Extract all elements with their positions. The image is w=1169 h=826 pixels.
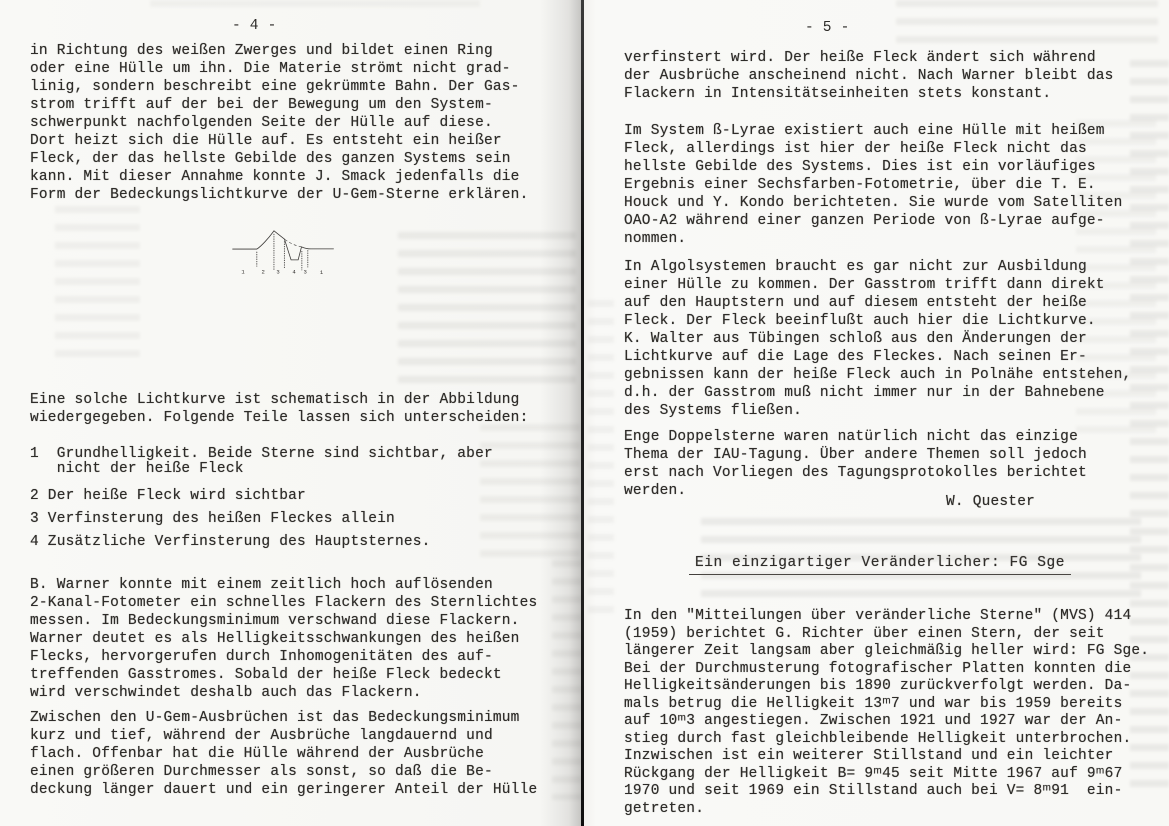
text-line: Fleck. Der Fleck beeinflußt auch hier die Lichtkurve. — [624, 313, 1096, 329]
page5-paragraph-5 — [624, 608, 1149, 818]
text-line: In Algolsystemen braucht es gar nicht zur Ausbildung — [624, 259, 1087, 275]
text-line: schwerpunkt nachfolgenden Seite der Hülle auf diese. — [30, 115, 493, 131]
text-line: 3 Verfinsterung des heißen Fleckes allein — [30, 511, 395, 527]
text-line: 2 Der heiße Fleck wird sichtbar — [30, 488, 306, 504]
text-line: einer Hülle zu kommen. Der Gasstrom trifft dann direkt — [624, 277, 1105, 293]
text-line: wird verschwindet deshalb auch das Flackern. — [30, 685, 422, 701]
text-line: B. Warner konnte mit einem zeitlich hoch auflösenden — [30, 577, 493, 593]
bleed-through-artifact — [588, 300, 614, 620]
text-line: nommen. — [624, 231, 687, 247]
text-line: strom trifft auf der bei der Bewegung um den System- — [30, 97, 493, 113]
phase-label: 4 — [292, 268, 296, 276]
text-line: mals betrug die Helligkeit 13ᵐ7 und war bis 1959 bereits — [624, 695, 1123, 712]
text-line: Im System ß-Lyrae existiert auch eine Hülle mit heißem — [624, 123, 1105, 139]
phase-label: 3 — [303, 268, 307, 276]
text-line: In den "Mitteilungen über veränderliche Sterne" (MVS) 414 — [624, 608, 1132, 624]
lightcurve-tail — [301, 247, 333, 249]
text-line: linig, sondern beschreibt eine gekrümmte Bahn. Der Gas- — [30, 79, 520, 95]
lightcurve-fall — [274, 231, 284, 239]
text-line: deckung länger dauert und ein geringerer Anteil der Hülle — [30, 782, 538, 798]
phase-label: 1 — [241, 268, 245, 276]
bleed-through-artifact — [150, 0, 480, 14]
gutter-shadow — [540, 0, 581, 826]
lightcurve-eclipse-dip — [284, 239, 301, 260]
text-line: kann. Mit dieser Annahme konnte J. Smack jedenfalls die — [30, 169, 520, 185]
text-line: einen größeren Durchmesser als sonst, so daß die Be- — [30, 764, 493, 780]
text-line: treffenden Gasstromes. Sobald der heiße Fleck bedeckt — [30, 667, 502, 683]
light-curve-figure — [138, 226, 430, 360]
text-line: werden. — [624, 483, 687, 499]
phase-label: 3 — [276, 268, 280, 276]
phase-label: 2 — [261, 268, 265, 276]
text-line: Fleck, allerdings ist hier der heiße Fleck nicht das — [624, 141, 1087, 157]
text-line: kurz und tief, während der Ausbrüche langdauernd und — [30, 728, 493, 744]
page5-paragraph-4 — [624, 428, 1087, 500]
text-line: längerer Zeit langsam aber gleichmäßig heller wird: FG Sge. — [624, 643, 1150, 659]
text-line: Dort heizt sich die Hülle auf. Es entsteht ein heißer — [30, 133, 502, 149]
text-line: Helligkeitsänderungen bis 1890 zurückverfolgt werden. Da- — [624, 678, 1132, 694]
text-line: auf den Hauptstern und auf diesem entsteht der heiße — [624, 295, 1087, 311]
text-line: Inzwischen ist ein weiterer Stillstand und ein leichter — [624, 748, 1114, 764]
text-line: Eine solche Lichtkurve ist schematisch in der Abbildung — [30, 392, 520, 408]
text-line: messen. Im Bedeckungsminimum verschwand diese Flackern. — [30, 613, 520, 629]
page5-paragraph-1 — [624, 49, 1114, 103]
page-5 — [586, 0, 1169, 826]
text-line: gebnissen kann der heiße Fleck auch in Polnähe entstehen, — [624, 367, 1132, 383]
text-line: OAO-A2 während einer ganzen Periode von ß-Lyrae aufge- — [624, 213, 1105, 229]
text-line: Houck und Y. Kondo berichteten. Sie wurde vom Satelliten — [624, 195, 1123, 211]
page4-list-item-1 — [30, 447, 493, 477]
text-line: Bei der Durchmusterung fotografischer Platten konnten die — [624, 660, 1132, 677]
phase-label: 1 — [319, 269, 324, 277]
text-line: verfinstert wird. Der heiße Fleck ändert sich während — [624, 50, 1096, 66]
text-line: Flackern in Intensitätseinheiten stets konstant. — [624, 86, 1052, 102]
text-line: Warner deutet es als Helligkeitsschwankungen des heißen — [30, 631, 520, 647]
bleed-through-artifact — [896, 0, 1158, 44]
page4-list-item-3 — [30, 512, 395, 527]
text-line: Zwischen den U-Gem-Ausbrüchen ist das Bedeckungsminimum — [30, 710, 520, 726]
text-line: d.h. der Gasstrom muß nicht immer nur in der Bahnebene — [624, 385, 1105, 401]
binding-gutter-line — [581, 0, 584, 826]
text-line: Rückgang der Helligkeit B= 9ᵐ45 seit Mitte 1967 auf 9ᵐ67 — [624, 765, 1123, 782]
text-line: wiedergegeben. Folgende Teile lassen sich unterscheiden: — [30, 410, 529, 426]
text-line: erst nach Vorliegen des Tagungsprotokolles berichtet — [624, 465, 1087, 481]
page-5-number: - 5 - — [805, 20, 850, 36]
page-4-number: - 4 - — [232, 18, 277, 34]
text-line: der Ausbrüche anscheinend nicht. Nach Warner bleibt das — [624, 68, 1114, 84]
text-line: hellste Gebilde des Systems. Dies ist ein vorläufiges — [624, 159, 1096, 175]
lightcurve-dashed-continuation — [285, 239, 302, 246]
page4-paragraph-4 — [30, 709, 537, 799]
text-line: des Systems fließen. — [624, 403, 803, 419]
text-line: 4 Zusätzliche Verfinsterung des Hauptsternes. — [30, 534, 431, 550]
page4-list-item-4 — [30, 535, 431, 550]
text-line: oder eine Hülle um ihn. Die Materie strömt nicht grad- — [30, 61, 511, 77]
page4-list-item-2 — [30, 489, 306, 504]
section-heading: Ein einzigartiger Veränderlicher: FG Sge — [689, 555, 1071, 575]
page4-paragraph-3 — [30, 576, 537, 702]
text-line: Fleck, der das hellste Gebilde des ganzen Systems sein — [30, 151, 511, 167]
text-line: nicht der heiße Fleck — [30, 461, 244, 477]
page5-paragraph-3 — [624, 258, 1131, 420]
text-line: 1970 und seit 1969 ein Stillstand auch bei V= 8ᵐ91 ein- — [624, 783, 1123, 799]
page4-paragraph-1 — [30, 42, 528, 204]
text-line: Ergebnis einer Sechsfarben-Fotometrie, über die T. E. — [624, 177, 1096, 193]
text-line: 1 Grundhelligkeit. Beide Sterne sind sichtbar, aber — [30, 446, 493, 462]
author-signature: W. Quester — [946, 494, 1036, 510]
text-line: Form der Bedeckungslichtkurve der U-Gem-Sterne erklären. — [30, 187, 529, 203]
text-line: stieg durch fast gleichbleibende Helligkeit unterbrochen. — [624, 730, 1132, 747]
text-line: auf 10ᵐ3 angestiegen. Zwischen 1921 und 1927 war der An- — [624, 713, 1123, 729]
text-line: getreten. — [624, 800, 705, 817]
text-line: K. Walter aus Tübingen schloß aus den Änderungen der — [624, 331, 1087, 347]
text-line: Enge Doppelsterne waren natürlich nicht das einzige — [624, 429, 1078, 445]
bleed-through-artifact — [55, 206, 140, 366]
lightcurve-rise — [257, 231, 274, 249]
page4-paragraph-2 — [30, 391, 528, 427]
text-line: (1959) berichtet G. Richter über einen Stern, der seit — [624, 625, 1105, 642]
text-line: in Richtung des weißen Zwerges und bildet einen Ring — [30, 43, 493, 59]
text-line: Thema der IAU-Tagung. Über andere Themen soll jedoch — [624, 447, 1087, 463]
page5-paragraph-2 — [624, 122, 1122, 248]
text-line: 2-Kanal-Fotometer ein schnelles Flackern des Sternlichtes — [30, 595, 538, 611]
text-line: flach. Offenbar hat die Hülle während der Ausbrüche — [30, 746, 484, 762]
text-line: Flecks, hervorgerufen durch Inhomogenitäten des auf- — [30, 649, 493, 665]
text-line: Lichtkurve auf die Lage des Fleckes. Nach seinen Er- — [624, 349, 1087, 365]
page-4 — [0, 0, 583, 826]
